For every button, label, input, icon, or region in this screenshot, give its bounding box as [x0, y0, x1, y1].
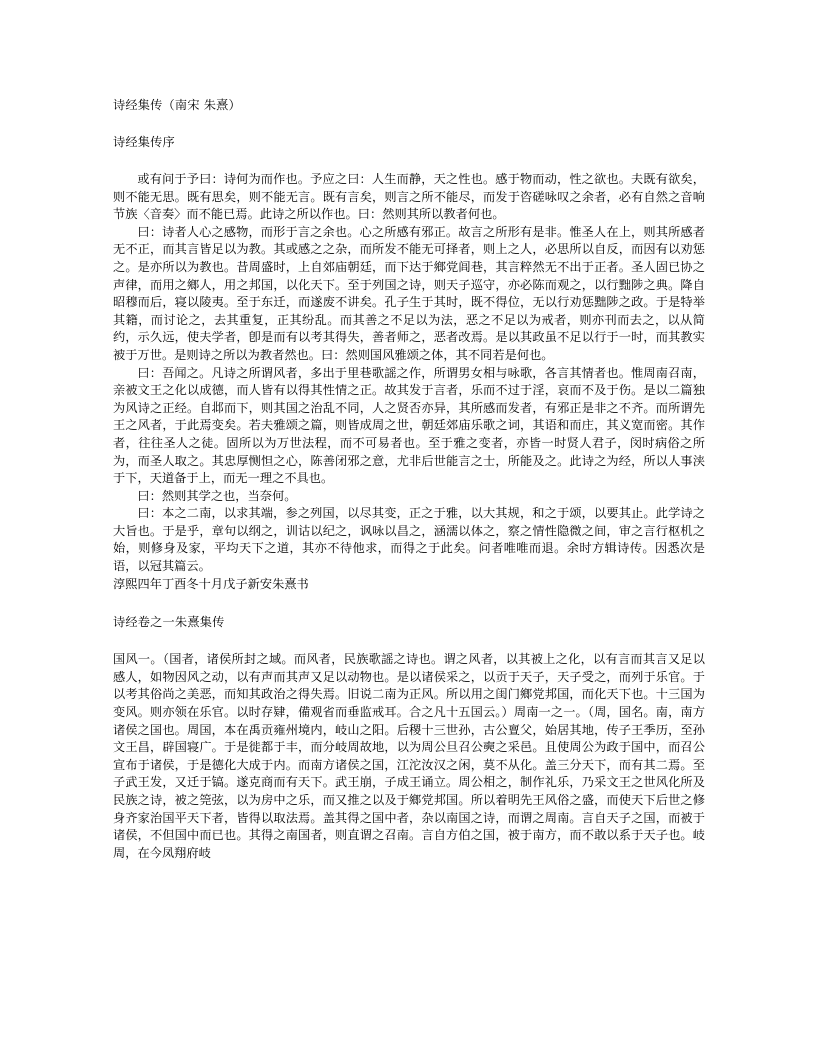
preface-signature: 淳熙四年丁酉冬十月戊子新安朱熹书: [113, 576, 309, 591]
preface-paragraph-1: 或有问于予曰：诗何为而作也。予应之曰：人生而静，天之性也。感于物而动，性之欲也。夫既有欲矣，则不能无思。既有思矣，则不能无言。既有言矣，则言之所不能尽，而发于咨磋咏叹之余者，必有自然之音响节族〈音奏〉而不能已焉。此诗之所以作也。曰：然则其所以教者何也。: [113, 172, 705, 222]
spacer-after-title: [113, 114, 705, 133]
preface-paragraph-5: 曰：本之二南，以求其端，参之列国，以尽其变，正之于雅，以大其规，和之于颂，以要其止。此学诗之大旨也。于是乎，章句以纲之，训诂以纪之，讽咏以昌之，涵濡以体之，察之情性隐微之间，审之言行枢机之始，则修身及家，平均天下之道，其亦不待他求，而得之于此矣。问者唯唯而退。余时方辑诗传。因悉次是语，以冠其篇云。: [113, 506, 705, 574]
preface-paragraph-4: 曰：然则其学之也，当奈何。: [137, 488, 297, 503]
spacer-after-volume-heading: [113, 631, 705, 651]
spacer-before-volume-heading: [113, 593, 705, 613]
volume-one-body: 国风一。（国者，诸侯所封之域。而风者，民族歌謡之诗也。谓之风者，以其被上之化，以有言而其言又足以感人，如物因风之动，以有声而其声又足以动物也。是以诸侯采之，以贡于天子，天子受之，而列于乐官。于以考其俗尚之美恶，而知其政治之得失焉。旧说二南为正风。所以用之闺门鄉党邦国，而化天下也。十三国为变风。则亦领在乐官。以时存肄，備观省而垂监戒耳。合之凡十五国云。）周南一之一。（周，国名。南，南方诸侯之国也。周国，本在禹贡雍州境内，岐山之阳。后稷十三世孙，古公亶父，始居其地，传子王季历，至孙文王昌，辟国寝广。于是徙都于丰，而分岐周故地，以为周公旦召公奭之采邑。且使周公为政于国中，而召公宣布于诸侯，于是德化大成于内。而南方诸侯之国，江沱汝汉之闲，莫不从化。盖三分天下，而有其二焉。至子武王发，又迁于镐。遂克商而有天下。武王崩，子成王诵立。周公相之，制作礼乐，乃采文王之世风化所及民族之诗，被之筦弦，以为房中之乐，而又推之以及于鄉党邦国。所以着明先王风俗之盛，而使天下后世之修身齐家治国平天下者，皆得以取法焉。盖其得之国中者，杂以南国之诗，而谓之周南。言自天子之国，而被于诸侯，不但国中而已也。其得之南国者，则直谓之召南。言自方伯之国，被于南方，而不敢以系于天子也。岐周，在今凤翔府岐: [113, 652, 705, 860]
document-title: 诗经集传（南宋 朱熹）: [113, 98, 241, 112]
spacer-after-preface-heading: [113, 151, 705, 171]
preface-paragraph-3: 曰：吾闻之。凡诗之所谓风者，多出于里巷歌謡之作，所谓男女相与咏歌，各言其情者也。惟周南召南，亲被文王之化以成德，而人皆有以得其性情之正。故其发于言者，乐而不过于淫，哀而不及于伤。是以二篇独为风诗之正经。自邶而下，则其国之治乱不同，人之贤否亦异，其所感而发者，有邪正是非之不齐。而所谓先王之风者，于此焉变矣。若夫雅颂之篇，则皆成周之世，朝廷郊庙乐歌之词，其语和而庄，其义宽而密。其作者，往往圣人之徒。固所以为万世法程，而不可易者也。至于雅之变者，亦皆一时贤人君子，闵时病俗之所为，而圣人取之。其忠厚恻怛之心，陈善闭邪之意，尤非后世能言之士，所能及之。此诗之为经，所以人事浃于下，天道备于上，而无一理之不具也。: [113, 365, 705, 486]
document-content: [113, 96, 705, 862]
volume-one-heading: 诗经卷之一朱熹集传: [113, 615, 225, 630]
preface-paragraph-2: 曰：诗者人心之感物，而形于言之余也。心之所感有邪正。故言之所形有是非。惟圣人在上，则其所感者无不正，而其言皆足以为教。其或感之之杂，而所发不能无可择者，则上之人，必思所以自反，而因有以劝惩之。是亦所以为教也。昔周盛时，上自郊庙朝廷，而下达于鄉党闾巷，其言粹然无不出于正者。圣人固已协之声律，而用之鄉人，用之邦国，以化天下。至于列国之诗，则天子巡守，亦必陈而观之，以行黜陟之典。降自昭穆而后，寝以陵夷。至于东迁，而遂废不讲矣。孔子生于其时，既不得位，无以行劝惩黜陟之政。于是特举其籍，而讨论之，去其重复，正其纷乱。而其善之不足以为法，恶之不足以为戒者，则亦刊而去之，以从简约，示久远，使夫学者，卽是而有以考其得失，善者师之，恶者改焉。是以其政虽不足以行于一时，而其教实被于万世。是则诗之所以为教者然也。曰：然则国风雅颂之体，其不同若是何也。: [113, 224, 705, 362]
preface-heading: 诗经集传序: [113, 135, 175, 149]
